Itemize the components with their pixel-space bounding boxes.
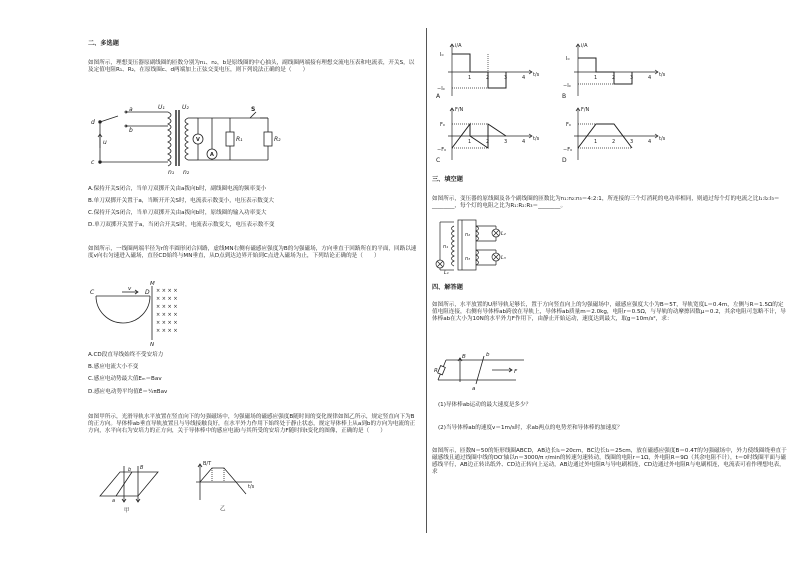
section-fill-blank: 三、填空题 [432, 176, 463, 183]
q4-label-L1: L₁ [444, 270, 449, 276]
q1-label-S: S [251, 106, 256, 113]
graph-b-xlabel: t/s [659, 72, 666, 78]
graph-a-tick-3: 3 [504, 75, 508, 81]
q5-label-a: a [472, 386, 476, 392]
q2-option-b: B.感应电流大小不变 [88, 364, 139, 370]
graph-c [436, 104, 546, 162]
q2-field-crosses [156, 288, 178, 334]
q3-label-a: a [112, 498, 116, 504]
graph-c-neg: −F₀ [437, 147, 447, 153]
graph-c-pos: F₀ [440, 122, 445, 128]
svg-text:× × × ×: × × × × [156, 288, 178, 294]
graph-d-neg: −F₀ [563, 147, 573, 153]
q5-label-R: R [434, 368, 438, 374]
graph-a-xlabel: t/s [533, 72, 540, 78]
svg-text:× × × ×: × × × × [156, 320, 178, 326]
graph-b-ylabel: i/A [581, 43, 588, 49]
q5-sub1: (1)导体棒ab运动的最大速度是多少？ [438, 402, 532, 408]
graph-d-tick-2: 2 [612, 139, 616, 145]
q2-stem: 如图所示，一线圈两端半径为r的半圆形闭合回路，虚线MN右侧有磁感应强度为B的匀强磁场，方向垂直于回路所在的平面，回路以速度v向右匀速进入磁场，直径CD始终与MN垂直，从D点到达边界开始到C点进入磁场为止，下列结论正确的是（ ） [88, 246, 417, 259]
right-column [430, 0, 790, 562]
q4-transformer-diagram [434, 216, 518, 274]
q1-option-d: D.单刀双掷开关置于a，当闭合开关S时，电流表示数变大，电压表示数不变 [88, 222, 275, 228]
graph-d-tick-3: 3 [630, 139, 634, 145]
q4-label-n1: n₁ [443, 244, 449, 250]
q1-voltmeter-icon: V [196, 137, 200, 143]
q1-label-n2: n₂ [183, 169, 190, 176]
q1-label-u: u [103, 139, 107, 146]
q3-figure-yi [190, 460, 260, 510]
q4-label-L2: L₂ [501, 231, 506, 237]
graph-d-ylabel: F/N [581, 107, 590, 113]
q5-label-b: b [486, 352, 490, 358]
q1-label-U2: U₂ [182, 104, 189, 111]
q1-label-R2: R₂ [274, 136, 281, 143]
graph-c-ylabel: F/N [455, 107, 464, 113]
graph-a-neg: −I₀ [437, 86, 445, 92]
q3-figure-jia [94, 462, 164, 514]
q2-label-C: C [90, 289, 95, 296]
graph-d-pos: F₀ [566, 122, 571, 128]
q3-label-B: B [140, 465, 144, 471]
q5-label-F: F [514, 369, 518, 375]
svg-text:× × × ×: × × × × [156, 312, 178, 318]
graph-c-tick-3: 3 [504, 139, 508, 145]
graph-b-tick-3: 3 [630, 75, 634, 81]
q3-axis-t: t/s [248, 484, 255, 490]
graph-a [436, 40, 546, 98]
q2-option-c: C.感应电动势最大值Eₘ＝Bav [88, 376, 162, 382]
q3-caption-jia: 甲 [124, 508, 130, 514]
graph-b-pos: I₀ [566, 56, 570, 62]
graph-c-letter: C [436, 157, 441, 164]
graph-d-xlabel: t/s [659, 136, 666, 142]
graph-c-tick-2: 2 [486, 139, 490, 145]
graph-b [562, 40, 672, 98]
q4-label-L3: L₃ [501, 255, 506, 261]
graph-d-tick-1: 1 [594, 139, 598, 145]
graph-c-tick-1: 1 [468, 139, 472, 145]
section-answer: 四、解答题 [432, 284, 463, 291]
q2-label-v: v [128, 286, 132, 292]
q1-label-d: d [91, 119, 95, 126]
graph-a-tick-2: 2 [486, 75, 490, 81]
left-column [86, 0, 422, 562]
graph-d [562, 104, 672, 162]
q2-option-d: D.感应电动势平均值Ē＝¼πBav [88, 389, 168, 395]
q1-option-a: A.保持开关S闭合，当单刀双掷开关由a拨向b时，副线圈电流的频率变小 [88, 186, 267, 192]
q2-label-N: N [150, 342, 155, 348]
graph-a-tick-1: 1 [468, 75, 472, 81]
q1-transformer-diagram [90, 104, 290, 180]
q1-label-b: b [129, 127, 133, 134]
graph-b-letter: B [562, 93, 567, 100]
q2-field-diagram [90, 281, 210, 348]
q3-caption-yi: 乙 [220, 506, 226, 512]
q3-stem: 如图甲所示，光滑导轨水平放置在竖直向下的匀强磁场中，匀强磁场的磁感应强度B随时间的变化规律如图乙所示，规定竖直向下为B的正方向。导体棒ab垂直导轨放置且与导线接触良好，在水平外力作用下始终处于静止状态，规定导体棒上从a到b的方向为电流的正方向，水平向右为安培力的正方向，关于导体棒中的感应电流i与其所受的安培力F随时间t变化的图像，正确的是（ ） [88, 414, 416, 434]
q3-label-b: b [128, 467, 132, 473]
graph-a-ylabel: i/A [455, 43, 462, 49]
column-divider [426, 28, 427, 533]
svg-text:× × × ×: × × × × [156, 304, 178, 310]
graph-a-tick-4: 4 [522, 75, 526, 81]
q2-label-D: D [145, 289, 150, 296]
section-multi-choice: 二、多选题 [88, 40, 119, 47]
graph-a-letter: A [436, 93, 441, 100]
graph-d-tick-4: 4 [648, 139, 652, 145]
q2-option-a: A.CD段直导线始终不受安培力 [88, 352, 164, 358]
graph-b-tick-1: 1 [594, 75, 598, 81]
graph-c-xlabel: t/s [533, 136, 540, 142]
q5-label-B: B [462, 354, 466, 360]
q4-label-n3: n₃ [465, 256, 471, 262]
q1-label-c: c [91, 159, 95, 166]
q6-stem: 如图所示，匝数N＝50的矩形线圈ABCD，AB边长l₁＝20cm，BC边长l₂＝25cm，放在磁感应强度B＝0.4T的匀强磁场中，外力使线圈绕垂直于磁感线且通过线圈中线的OO′轴以n＝3000/π r/min的转速匀速转动，线圈的电阻r＝1Ω，外电阻R＝9Ω（其余电阻不计），t＝0时线圈平面与磁感线平行，AB边正转出纸外、CD边正转向上运动，AB边通过外电阻R与导电刷相连，CD边通过外电阻R与电刷相连，电流表可看作理想电表，求 [432, 448, 787, 475]
graph-d-letter: D [562, 157, 567, 164]
q1-option-c: C.保持开关S闭合，当单刀双掷开关由a拨向b时，原线圈的输入功率变大 [88, 210, 267, 216]
q2-label-M: M [150, 281, 155, 287]
q1-option-b: B.单刀双掷开关置于a，当断开开关S时，电流表示数变小，电压表示数变大 [88, 198, 275, 204]
q1-label-a: a [129, 106, 133, 113]
q1-label-U1: U₁ [158, 104, 165, 111]
q5-sub2: (2)当导体棒ab的速度v＝1m/s时，求ab两点的电势差和导体棒的加速度？ [438, 425, 623, 431]
q4-stem: 如图所示，变压器的原线圈及各个副线圈的匝数比为n₁:n₂:n₃＝4:2:1，所连接的三个灯消耗的电功率相同，则通过每个灯的电流之比I₁:I₂:I₃＝________，每个灯的电阻之比为R₁:R₂:R₃＝________。 [432, 196, 780, 209]
svg-text:× × × ×: × × × × [156, 328, 178, 334]
q1-label-R1: R₁ [236, 136, 243, 143]
q1-label-n1: n₁ [168, 169, 175, 176]
graph-b-tick-4: 4 [648, 75, 652, 81]
q1-ammeter-icon: A [210, 152, 214, 158]
q5-stem: 如图所示，水平放置的U形导轨足够长，置于方向竖直向上的匀强磁场中，磁感应强度大小为B＝5T，导轨宽度L＝0.4m，左侧与R＝1.5Ω的定值电阻连接，右侧有导体棒ab跨放在导轨上，导体棒ab质量m＝2.0kg，电阻r＝0.5Ω，与导轨的动摩擦因数μ＝0.2，其余电阻可忽略不计，导体棒ab在大小为10N的水平外力F作用下，由静止开始运动，速度达到最大，取g＝10m/s²，求： [432, 302, 786, 322]
graph-b-tick-2: 2 [612, 75, 616, 81]
q3-axis-BT: B/T [203, 461, 212, 467]
q4-label-n2: n₂ [465, 232, 471, 238]
q5-rail-diagram [434, 352, 534, 392]
svg-text:× × × ×: × × × × [156, 296, 178, 302]
graph-a-pos: I₀ [440, 52, 444, 58]
q1-stem: 如图所示，理想变压器原副线圈的匝数分别为n₁、n₂，b是原线圈的中心抽头，副线圈两端接有理想交流电压表和电流表，开关S，以及定值电阻R₁、R₂，在原线圈c、d两端加上正弦交变电压，则下列说法正确的是（ ） [88, 60, 415, 73]
graph-c-tick-4: 4 [522, 139, 526, 145]
graph-b-neg: −I₀ [563, 83, 571, 89]
